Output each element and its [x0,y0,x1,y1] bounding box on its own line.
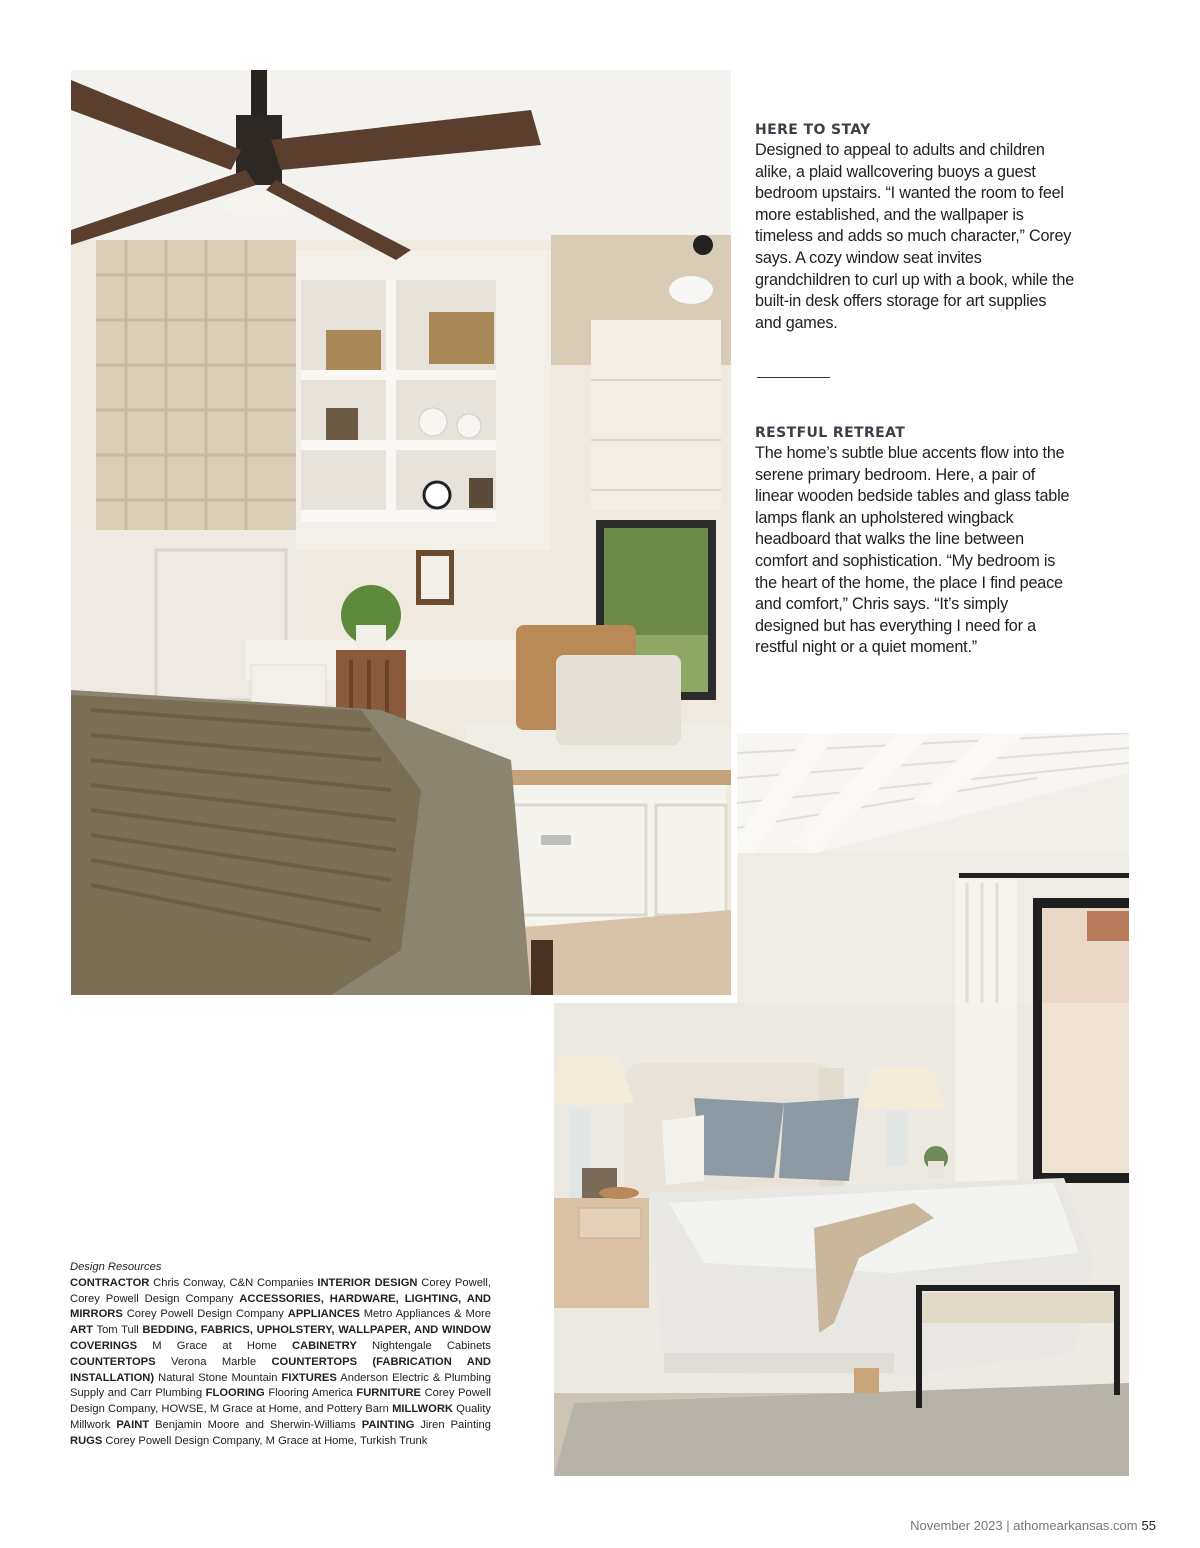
primary-bedroom-ceiling-photo [737,733,1129,1003]
resource-label: COUNTERTOPS (FABRICATION AND INSTALLATION) [70,1355,491,1384]
resource-text: Jiren Painting [414,1418,491,1431]
caption-title: RESTFUL RETREAT [755,425,906,441]
resource-text: Chris Conway, C&N Companies [149,1276,318,1289]
caption-restful-retreat [755,425,1075,659]
caption-body: The home’s subtle blue accents flow into the serene primary bedroom. Here, a pair of linear wooden bedside tables and glass table lamps flank an upholstered wingback headboard that walks the line between comfort and sophistication. “My bedroom is the heart of the home, the place I find peace and comfort,” Chris says. “It’s simply designed but has everything I need for a restful night or a quiet moment.” [755,444,1070,657]
caption-here-to-stay [755,122,1075,334]
resource-text: Corey Powell, Corey Powell Design Company [70,1276,491,1305]
resource-label: CABINETRY [291,1339,357,1352]
caption-title: HERE TO STAY [755,122,871,138]
resource-text: Benjamin Moore and Sherwin-Williams [149,1418,362,1431]
resource-label: RUGS [70,1434,103,1447]
resource-label: BEDDING, FABRICS, UPHOLSTERY, WALLPAPER, AND WINDOW COVERINGS [70,1324,491,1352]
caption-body: Designed to appeal to adults and children alike, a plaid wallcovering buoys a guest bedroom upstairs. “I wanted the room to feel more established, and the wallpaper is timeless and adds so much character,” Corey says. A cozy window seat invites grandchildren to curl up with a book, while the built-in desk offers storage for art supplies and games. [755,141,1075,332]
page-number: 55 [1141,1518,1156,1533]
resource-text: Corey Powell Design Company [122,1308,288,1321]
resource-text: Verona Marble [155,1355,272,1368]
resource-label: FURNITURE [356,1387,421,1400]
design-resources [70,1260,491,1450]
resource-label: PAINTING [361,1418,415,1431]
resource-text: Natural Stone Mountain [154,1371,282,1384]
resource-text: Corey Powell Design Company, M Grace at Home, Turkish Trunk [102,1434,428,1447]
caption-divider [757,377,830,378]
resource-label: FIXTURES [281,1371,337,1384]
resource-text: Quality Millwork [70,1403,491,1431]
resource-text: Nightengale Cabinets [356,1339,491,1352]
resource-text: Flooring America [264,1387,357,1400]
resources-heading: Design Resources [70,1261,162,1273]
footer-issue: November 2023 | athomearkansas.com [910,1518,1138,1533]
resource-text: Tom Tull [93,1324,143,1337]
resource-label: INTERIOR DESIGN [317,1276,418,1289]
resources-list [70,1277,491,1447]
resource-text: Anderson Electric & Plumbing Supply and Carr Plumbing [70,1371,491,1400]
primary-bedroom-photo [554,1003,1129,1476]
resource-label: CONTRACTOR [70,1276,150,1289]
resource-text: Corey Powell Design Company, HOWSE, M Grace at Home, and Pottery Barn [70,1387,492,1416]
resource-label: PAINT [116,1418,150,1431]
resource-label: ART [70,1324,93,1337]
guest-bedroom-photo [71,70,731,995]
resource-text: M Grace at Home [137,1339,292,1352]
resource-label: COUNTERTOPS [70,1355,156,1368]
resource-label: ACCESSORIES, HARDWARE, LIGHTING, AND MIRRORS [70,1292,492,1321]
resource-text: Metro Appliances & More [359,1308,492,1321]
resource-label: MILLWORK [392,1403,453,1416]
resource-label: APPLIANCES [287,1308,360,1321]
page-footer [910,1518,1156,1533]
resource-label: FLOORING [205,1387,265,1400]
